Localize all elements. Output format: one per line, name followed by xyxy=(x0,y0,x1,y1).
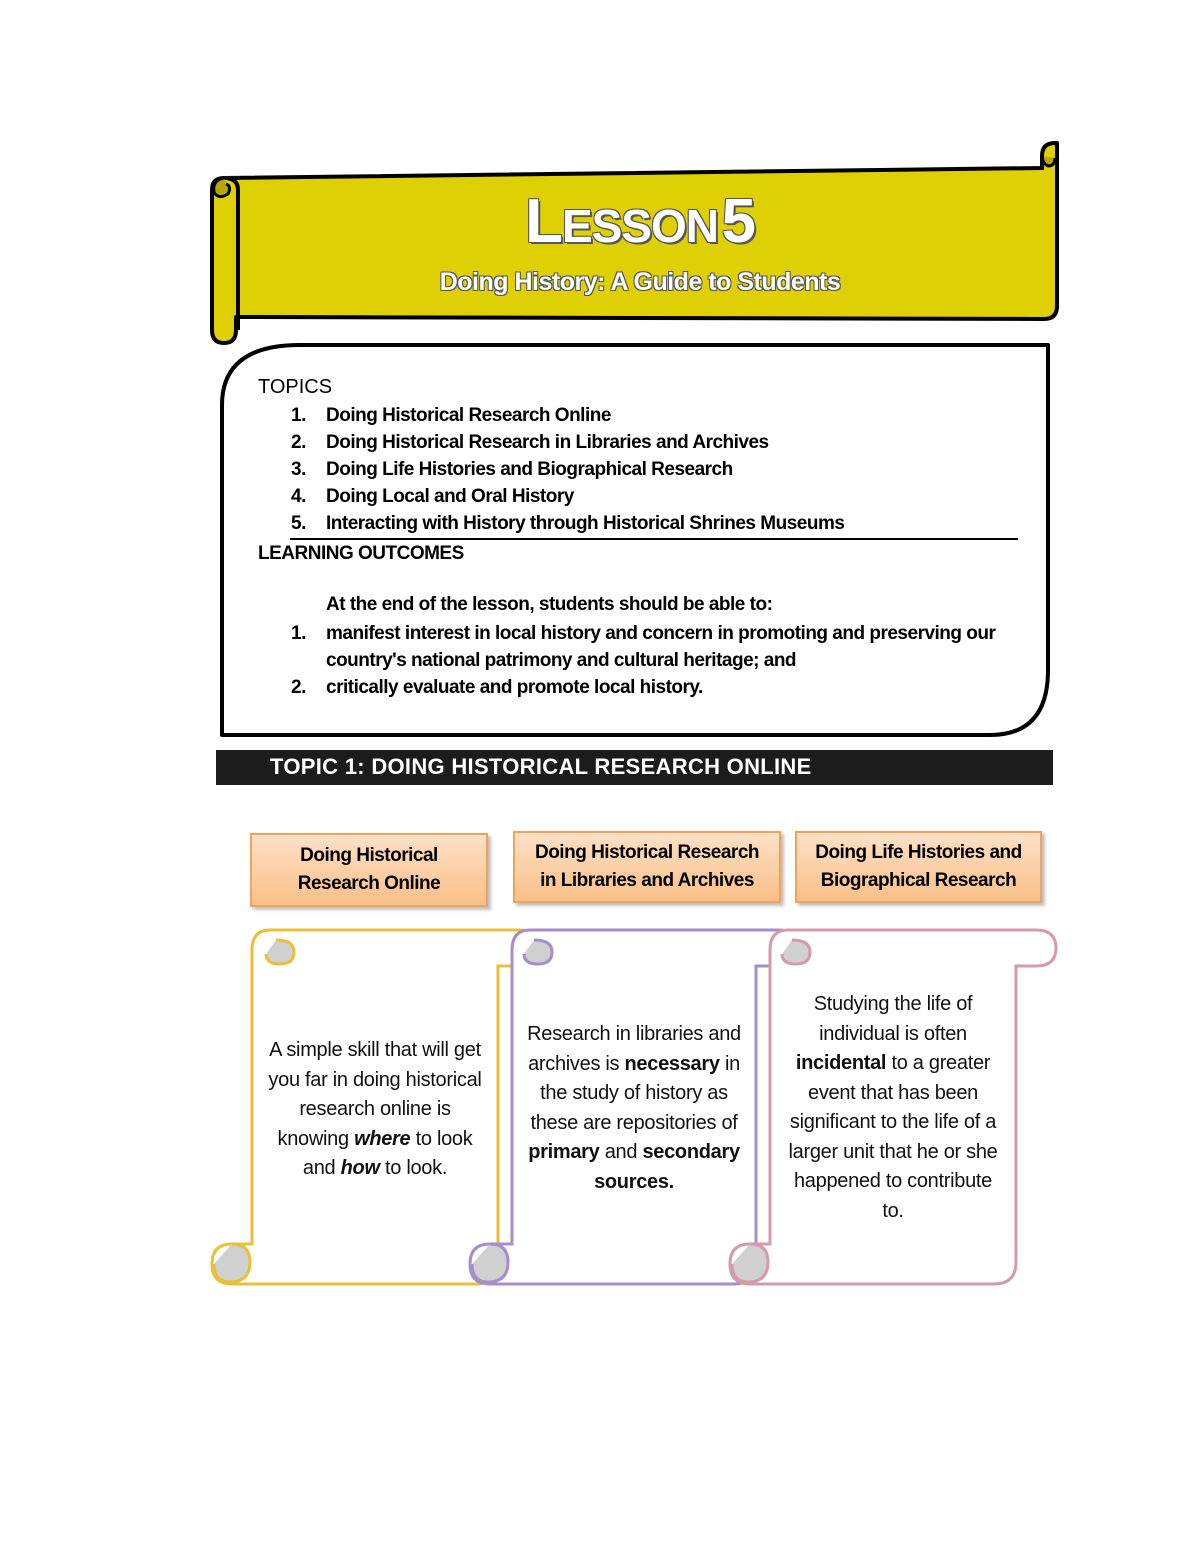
topic-item xyxy=(258,429,844,456)
card-line: larger unit that he or she xyxy=(788,1140,998,1163)
topics-divider xyxy=(290,538,1018,540)
card-text-span: archives is xyxy=(528,1052,625,1075)
label-line: Doing Historical xyxy=(300,845,438,866)
topics-heading: TOPICS xyxy=(258,376,333,398)
card-emphasis: necessary xyxy=(624,1052,720,1075)
card-line: you far in doing historical xyxy=(268,1068,482,1091)
card-text-span: and xyxy=(599,1141,643,1163)
outcome-text: manifest interest in local history and concern in promoting and preserving our xyxy=(326,623,996,644)
card-line: individual is often xyxy=(819,1022,967,1045)
card-emphasis: how xyxy=(340,1157,380,1179)
card-line: happened to contribute xyxy=(793,1170,992,1192)
lesson-title-rest: ESSON xyxy=(561,200,718,252)
lesson-title xyxy=(215,186,1065,257)
outcome-item xyxy=(258,620,995,647)
label-line: Biographical Research xyxy=(820,870,1017,891)
card-emphasis: primary xyxy=(528,1141,600,1163)
card-line: significant to the life of a xyxy=(789,1111,997,1133)
card-line xyxy=(256,1154,494,1184)
lesson-subtitle: Doing History: A Guide to Students xyxy=(439,268,841,296)
card-line xyxy=(774,1049,1012,1079)
card-line: Studying the life of xyxy=(813,993,973,1015)
card-text-span: and xyxy=(302,1157,341,1179)
card-line xyxy=(256,1125,494,1155)
topic-label: Interacting with History through Historical Shrines Museums xyxy=(326,513,845,534)
card-text-span: to look xyxy=(410,1127,473,1150)
card-line xyxy=(516,1138,752,1168)
topic-bar-label: TOPIC 1: DOING HISTORICAL RESEARCH ONLINE xyxy=(270,754,812,779)
card-line: research online is xyxy=(299,1098,451,1120)
card-line: these are repositories of xyxy=(530,1111,738,1134)
outcomes-heading: LEARNING OUTCOMES xyxy=(258,543,464,564)
card-emphasis: incidental xyxy=(795,1052,887,1074)
card-line xyxy=(516,1050,752,1080)
label-box-online xyxy=(250,833,488,907)
label-box-libraries xyxy=(513,831,781,903)
outcome-item xyxy=(258,674,995,701)
outcome-number: 2. xyxy=(291,677,306,698)
topic-label: Doing Historical Research Online xyxy=(326,405,611,426)
label-line: Doing Historical Research xyxy=(534,842,760,863)
label-line: in Libraries and Archives xyxy=(540,870,754,891)
card-emphasis: sources. xyxy=(594,1170,674,1193)
card-line: the study of history as xyxy=(540,1082,728,1104)
card-line: to. xyxy=(882,1199,904,1222)
card-emphasis: where xyxy=(354,1127,411,1150)
lesson-number: 5 xyxy=(721,187,755,256)
outcomes-intro: At the end of the lesson, students should be able to: xyxy=(326,594,773,615)
card-text-life-histories xyxy=(774,990,1012,1226)
topic-number: 2. xyxy=(291,432,306,453)
topic-label: Doing Historical Research in Libraries and Archives xyxy=(326,432,769,453)
label-box-life-histories xyxy=(795,831,1042,903)
topic-number: 3. xyxy=(291,459,306,480)
card-text-span: to a greater xyxy=(886,1052,991,1074)
card-line: Research in libraries and xyxy=(527,1023,741,1045)
card-line: event that has been xyxy=(808,1081,978,1104)
outcome-list xyxy=(258,620,995,701)
topic-number: 1. xyxy=(291,405,306,426)
label-line: Research Online xyxy=(297,873,441,894)
topic-number: 5. xyxy=(291,513,306,534)
card-emphasis: secondary xyxy=(642,1141,740,1163)
card-text-span: to look. xyxy=(379,1157,448,1179)
outcome-number: 1. xyxy=(291,623,306,644)
topic-label: Doing Life Histories and Biographical Research xyxy=(326,459,733,480)
card-text-online xyxy=(256,1036,494,1184)
topic-item xyxy=(258,402,844,429)
card-line xyxy=(516,1168,752,1198)
label-line: Doing Life Histories and xyxy=(815,842,1022,863)
card-line: A simple skill that will get xyxy=(269,1039,481,1061)
outcome-text: critically evaluate and promote local history. xyxy=(326,677,703,698)
card-text-span: in xyxy=(719,1052,740,1075)
topic-item xyxy=(258,483,844,510)
topic-list xyxy=(258,402,844,537)
card-text-span: knowing xyxy=(277,1127,355,1150)
topic-item xyxy=(258,510,844,537)
lesson-title-initial: L xyxy=(525,187,562,256)
topic-bar xyxy=(216,750,1053,785)
topic-item xyxy=(258,456,844,483)
card-text-libraries xyxy=(516,1020,752,1197)
outcome-item-continued: country's national patrimony and cultural heritage; and xyxy=(326,650,797,671)
topic-number: 4. xyxy=(291,486,306,507)
topic-label: Doing Local and Oral History xyxy=(326,486,574,507)
